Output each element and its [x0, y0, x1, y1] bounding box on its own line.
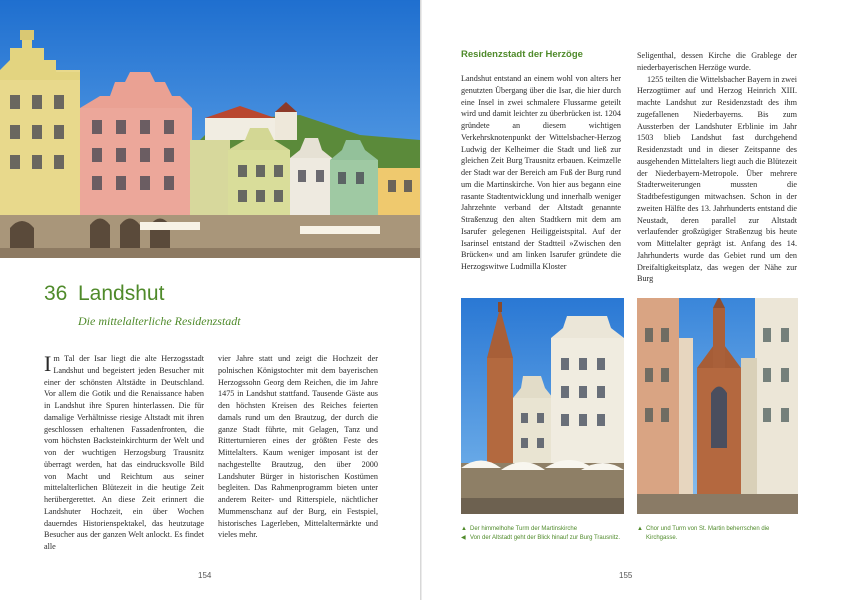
arrow-up-icon: ▲	[637, 526, 643, 532]
caption-text: Chor und Turm von St. Martin beherrschen die Kirchgasse.	[646, 526, 770, 541]
body-column-4	[637, 50, 797, 285]
arrow-left-icon: ◀	[461, 534, 466, 541]
section-heading: Residenzstadt der Herzöge	[461, 49, 583, 60]
caption-text: Von der Altstadt geht der Blick hinauf zur Burg Trausnitz.	[470, 534, 621, 541]
body-column-1	[44, 353, 204, 553]
body-text: m Tal der Isar liegt die alte Herzogsstadt Landshut und begeistert jeden Besucher mit einer der schönsten Altstädte in Deutschland. Vor allem die Gotik und die Renaissance haben in Landshut ihre Spuren hinterlassen. Die für damalige Verhältnisse riesige Altstadt mit ihren geschlossen erhaltenen Fassadenfronten, die vom höchsten Backsteinkirchturm der Welt und von der wuchtigen Herzogsburg Trausnitz überragt werden, hat das eindrucksvolle Bild von Macht und Reichtum aus seiner mittelalterlichen Blütezeit in die heutige Zeit herübergerettet. An diese Zeit erinnert die Landshuter Hochzeit, ein über Wochen dauerndes Historienspektakel, das heutzutage Besucher aus der ganzen Welt anlockt. Es findet alle	[44, 354, 204, 551]
body-text: vier Jahre statt und zeigt die Hochzeit der polnischen Königstochter mit dem bayerischen Herzogssohn Georg dem Reichen, die im Jahre 1475 in Landshut stattfand. Tausende Gäste aus den höchsten Kreisen des Reiches feierten damals rund um den Brautzug, der durch die ganze Stadt führte, mit Gelagen, Tanz und Ritterturnieren eines der größten Feste des Mittelalters. Kaum weniger imposant ist der nachgestellte Brautzug, den über 2000 Landshuter Bürger in historischen Kostümen begleiten. Das Rahmenprogramm bieten unter anderem Reiter- und Ritterspiele, nächtlicher Mummenschanz auf der Burg, ein Festspiel, historisches Lagerleben, Mittelaltermärkte und vieles mehr.	[218, 354, 378, 540]
martinskirche-tower-photo	[461, 298, 624, 514]
arrow-up-icon: ▲	[461, 526, 467, 532]
chapter-number: 36	[44, 282, 68, 305]
landshut-altstadt-photo	[0, 0, 420, 258]
caption-text: Der himmelhohe Turm der Martinskirche	[470, 526, 578, 532]
body-text: Landshut entstand an einem wohl von alters her genutzten Übergang über die Isar, die hier durch eine Insel in zwei schmalere Flussarme geteilt wird und damit leichter zu überbrücken ist. 1204 gründete an diesem wichtigen Verkehrsknotenpunkt der Wittelsbacher-Herzog Ludwig der Kelheimer die Stadt und ließ zur gleichen Zeit Burg Trausnitz erbauen. Keimzelle der Stadt war der Bereich am Fuß der Burg rund um die Martinskirche. Von hier aus begann eine rasante Stadtentwicklung und innerhalb weniger Jahrzehnte verband der Altstadt genannte Straßenzug den alten Stadtkern mit dem am Isarufer gelegenen Heiliggeistspital. Auf der Isarinsel entstand der Stadtteil »Zwischen den Brücken« und am linken Isarufer gründete die Herzogswitwe Ludmilla Kloster	[461, 74, 621, 271]
chapter-subtitle: Die mittelalterliche Residenzstadt	[78, 314, 241, 328]
photo-captions-left	[461, 525, 626, 542]
body-column-3	[461, 73, 621, 273]
drop-cap: I	[44, 351, 52, 376]
page-number: 154	[198, 571, 212, 580]
left-page	[0, 0, 420, 600]
photo-caption-right	[637, 525, 797, 542]
caption-item	[461, 525, 626, 534]
page-number: 155	[619, 571, 633, 580]
kirchgasse-photo	[637, 298, 798, 514]
caption-item	[461, 534, 626, 543]
body-column-2	[218, 353, 378, 541]
caption-item	[637, 525, 797, 542]
body-text: 1255 teilten die Wittelsbacher Bayern in zwei Herzogtümer auf und Herzog Heinrich XIII. machte Landshut zur Residenzstadt des ihm zugefallenen Niederbayerns. Bis zum Aussterben der Landshuter Erblinie im Jahr 1503 blieb Landshut fast durchgehend Residenzstadt und in dieser Zeitspanne des ausgehenden Mittelalters liegt auch die Blütezeit der Niederbayern-Metropole. Über mehrere Stadterweiterungen mussten die Stadtbefestigungen mitwachsen. Schon in der zweiten Hälfte des 13. Jahrhunderts entstand die Neustadt, deren parallel zur Altstadt verlaufender großzügiger Straßenzug bis heute vom Mittelalter geprägt ist. Anfang des 14. Jahrhunderts wurde das Gebiet rund um den Dreifaltigkeitsplatz, das wegen der Nähe zur Burg	[637, 74, 797, 284]
chapter-title: Landshut	[78, 282, 165, 305]
body-text: Seligenthal, dessen Kirche die Grablege der niederbayerischen Herzöge wurde.	[637, 51, 797, 72]
